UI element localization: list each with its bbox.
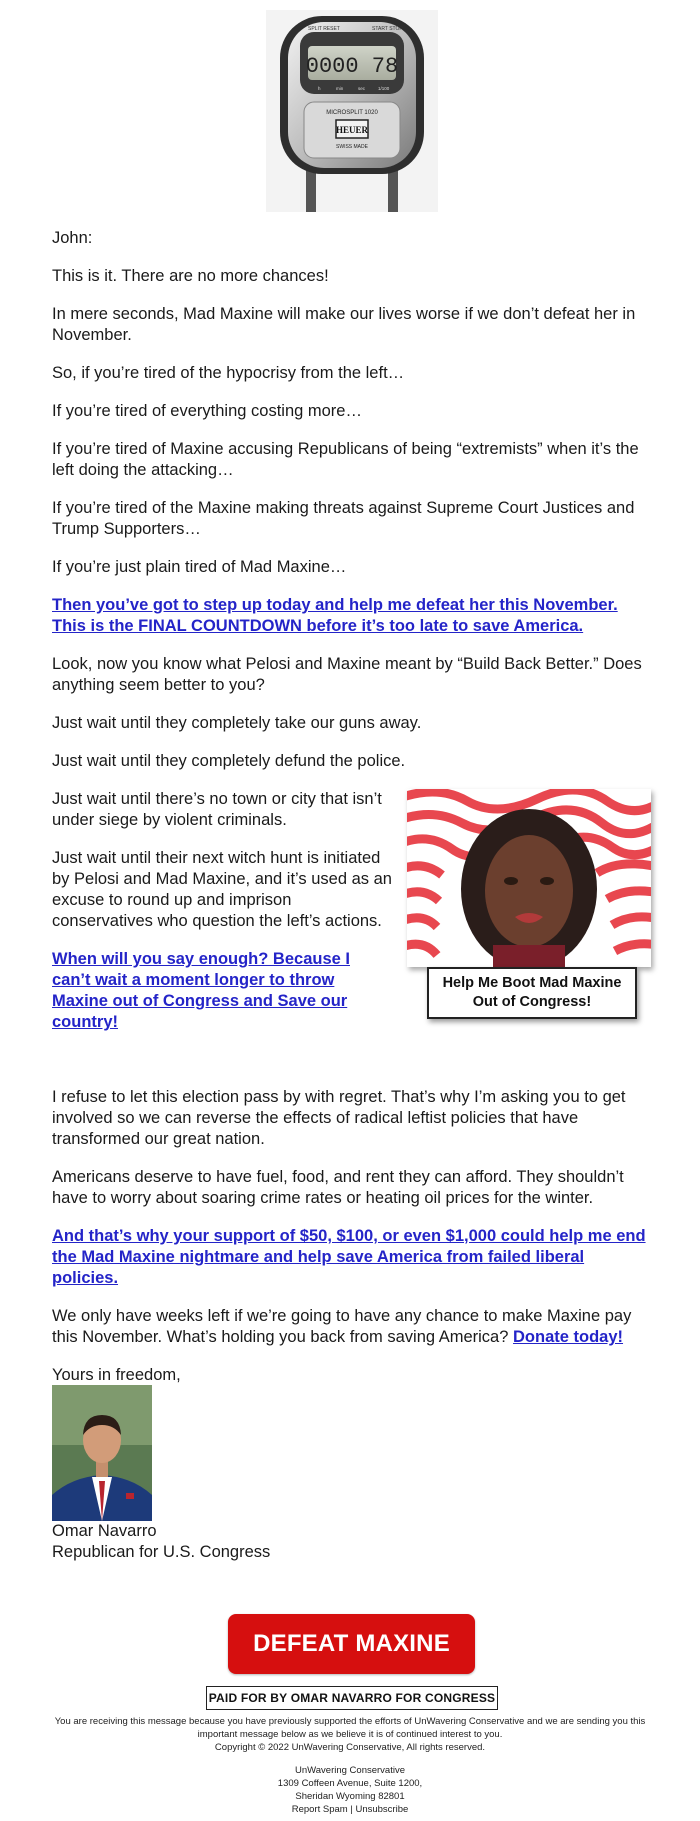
footer-notice: You are receiving this message because you have previously supported the efforts of UnWavering Conservative and we are sending you this important message below as we believe it is of continued interest to you. xyxy=(54,1716,646,1740)
footer-org: UnWavering Conservative xyxy=(295,1765,405,1776)
stopwatch-brand: HEUER xyxy=(335,125,369,135)
stopwatch-image xyxy=(266,10,438,212)
paragraph: Just wait until their next witch hunt is initiated by Pelosi and Mad Maxine, and it’s used as an excuse to round up and imprison conservatives who question the left’s actions. xyxy=(52,849,392,930)
signer-title: Republican for U.S. Congress xyxy=(52,1543,271,1561)
maxine-photo-link[interactable] xyxy=(407,789,651,1047)
paragraph: If you’re tired of the Maxine making threats against Supreme Court Justices and Trump Supporters… xyxy=(52,499,635,538)
defeat-maxine-button[interactable]: DEFEAT MAXINE xyxy=(228,1614,475,1674)
paragraph: Just wait until they completely defund the police. xyxy=(52,752,406,770)
footer-links xyxy=(40,1803,660,1816)
paragraph: Look, now you know what Pelosi and Maxine meant by “Build Back Better.” Does anything seem better to you? xyxy=(52,655,642,694)
signer-name: Omar Navarro xyxy=(52,1522,157,1540)
unsubscribe-link[interactable]: Unsubscribe xyxy=(355,1804,409,1815)
footer-separator: | xyxy=(350,1804,353,1815)
footer-address-line2: Sheridan Wyoming 82801 xyxy=(295,1791,405,1802)
unit-h: h xyxy=(318,86,321,91)
donate-link-amounts[interactable]: And that’s why your support of $50, $100, or even $1,000 could help me end the Mad Maxine nightmare and help save America from failed liberal policies. xyxy=(52,1227,646,1287)
signer-photo xyxy=(52,1385,152,1521)
paid-for-disclaimer: PAID FOR BY OMAR NAVARRO FOR CONGRESS xyxy=(206,1686,498,1710)
stopwatch-display: 0000 78 xyxy=(305,54,399,79)
paragraph: If you’re just plain tired of Mad Maxine… xyxy=(52,558,347,576)
donate-link-countdown[interactable]: Then you’ve got to step up today and help me defeat her this November. This is the FINAL COUNTDOWN before it’s too late to save America. xyxy=(52,596,618,635)
paragraph: We only have weeks left if we’re going to have any chance to make Maxine pay this November. What’s holding you back from saving America? xyxy=(52,1307,632,1346)
paragraph: Just wait until there’s no town or city that isn’t under siege by violent criminals. xyxy=(52,790,382,829)
maxine-photo xyxy=(407,789,651,967)
footer xyxy=(40,1715,660,1816)
paragraph: This is it. There are no more chances! xyxy=(52,267,329,285)
paragraph: Just wait until they completely take our guns away. xyxy=(52,714,422,732)
paragraph: In mere seconds, Mad Maxine will make our lives worse if we don’t defeat her in November. xyxy=(52,305,636,344)
unit-min: min xyxy=(336,86,344,91)
greeting: John: xyxy=(52,229,93,247)
email-body xyxy=(52,228,652,1563)
report-spam-link[interactable]: Report Spam xyxy=(291,1804,348,1815)
stopwatch-start-text: START STOP xyxy=(372,26,403,32)
image-text-section xyxy=(52,789,652,1070)
signature-block xyxy=(52,1365,652,1563)
unit-sec: sec xyxy=(358,86,366,91)
stopwatch-model: MICROSPLIT 1020 xyxy=(326,110,378,116)
paragraph: So, if you’re tired of the hypocrisy from the left… xyxy=(52,364,405,382)
footer-address-line1: 1309 Coffeen Avenue, Suite 1200, xyxy=(277,1778,423,1789)
swirl-portrait-graphic xyxy=(407,789,651,967)
unit-hundredths: 1/100 xyxy=(378,86,390,91)
signoff-text: Yours in freedom, xyxy=(52,1366,181,1384)
paragraph: If you’re tired of Maxine accusing Republicans of being “extremists” when it’s the left doing the attacking… xyxy=(52,440,639,479)
photo-caption: Help Me Boot Mad Maxine Out of Congress! xyxy=(427,967,637,1019)
stopwatch-split-text: SPLIT RESET xyxy=(308,26,340,32)
paragraph: Americans deserve to have fuel, food, and rent they can afford. They shouldn’t have to worry about soaring crime rates or heating oil prices for the winter. xyxy=(52,1168,624,1207)
donate-today-link[interactable]: Donate today! xyxy=(513,1328,624,1346)
donate-link-enough[interactable]: When will you say enough? Because I can’t wait a moment longer to throw Maxine out of Congress and Save our country! xyxy=(52,950,350,1031)
footer-copyright: Copyright © 2022 UnWavering Conservative, All rights reserved. xyxy=(214,1742,486,1753)
stopwatch-origin: SWISS MADE xyxy=(336,144,368,150)
paragraph: I refuse to let this election pass by with regret. That’s why I’m asking you to get involved so we can reverse the effects of radical leftist policies that have transformed our great nation. xyxy=(52,1088,626,1148)
paragraph: If you’re tired of everything costing more… xyxy=(52,402,362,420)
